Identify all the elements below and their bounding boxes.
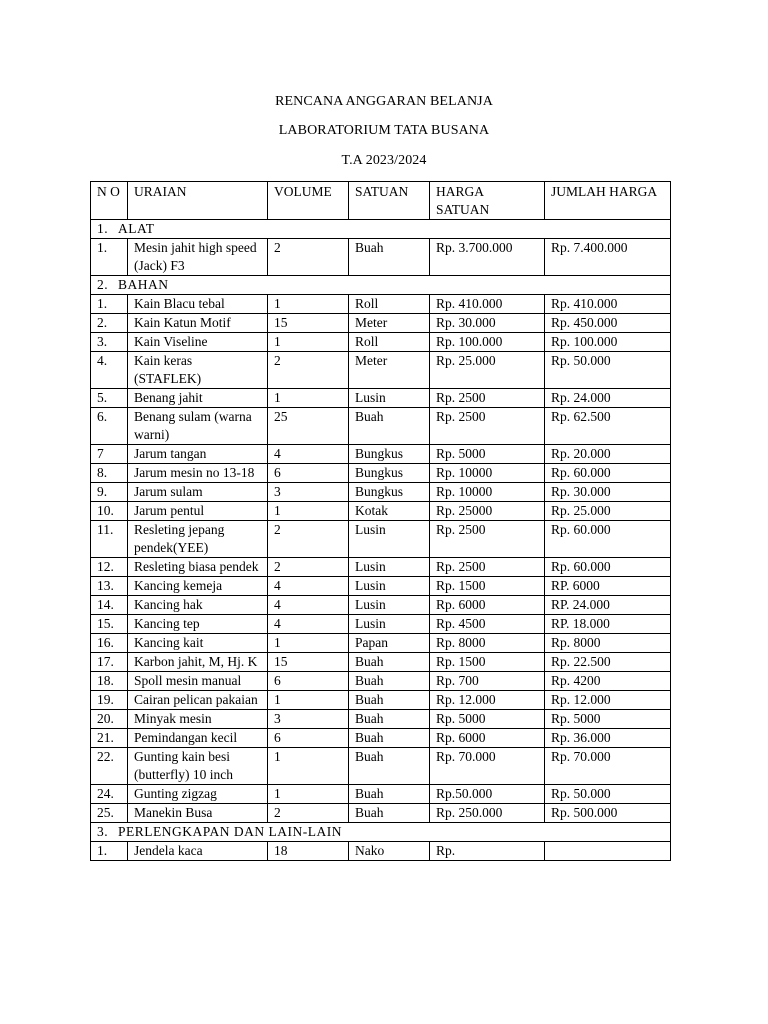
- cell-jumlah-harga: Rp. 50.000: [545, 352, 671, 389]
- cell-no: 24.: [91, 785, 128, 804]
- cell-volume: 6: [268, 672, 349, 691]
- table-row: [91, 389, 671, 408]
- cell-volume: 3: [268, 710, 349, 729]
- cell-uraian: Karbon jahit, M, Hj. K: [128, 653, 268, 672]
- cell-jumlah-harga: Rp. 100.000: [545, 333, 671, 352]
- section-title: BAHAN: [118, 277, 169, 292]
- cell-satuan: Bungkus: [349, 483, 430, 502]
- cell-uraian: Cairan pelican pakaian: [128, 691, 268, 710]
- cell-satuan: Roll: [349, 295, 430, 314]
- cell-harga-satuan: Rp. 10000: [430, 483, 545, 502]
- cell-jumlah-harga: Rp. 70.000: [545, 748, 671, 785]
- cell-volume: 4: [268, 445, 349, 464]
- table-row: [91, 596, 671, 615]
- section-number: 3.: [97, 824, 109, 839]
- cell-harga-satuan: Rp. 12.000: [430, 691, 545, 710]
- cell-harga-satuan: Rp.50.000: [430, 785, 545, 804]
- cell-satuan: Lusin: [349, 389, 430, 408]
- cell-uraian: Jarum sulam: [128, 483, 268, 502]
- section-heading: [91, 220, 671, 239]
- cell-uraian: Pemindangan kecil: [128, 729, 268, 748]
- cell-volume: 1: [268, 785, 349, 804]
- column-header-satuan: SATUAN: [349, 182, 430, 220]
- cell-harga-satuan: Rp.: [430, 842, 545, 861]
- cell-jumlah-harga: Rp. 7.400.000: [545, 239, 671, 276]
- cell-jumlah-harga: Rp. 22.500: [545, 653, 671, 672]
- column-header-volume: VOLUME: [268, 182, 349, 220]
- table-row: [91, 445, 671, 464]
- cell-volume: 6: [268, 464, 349, 483]
- section-title: ALAT: [118, 221, 155, 236]
- cell-satuan: Bungkus: [349, 445, 430, 464]
- cell-volume: 3: [268, 483, 349, 502]
- document-title: RENCANA ANGGARAN BELANJA: [275, 94, 493, 109]
- cell-uraian: Resleting biasa pendek: [128, 558, 268, 577]
- cell-volume: 15: [268, 653, 349, 672]
- cell-uraian: Gunting zigzag: [128, 785, 268, 804]
- cell-jumlah-harga: Rp. 62.500: [545, 408, 671, 445]
- cell-jumlah-harga: Rp. 60.000: [545, 464, 671, 483]
- cell-harga-satuan: Rp. 1500: [430, 577, 545, 596]
- cell-no: 11.: [91, 521, 128, 558]
- table-row: [91, 333, 671, 352]
- table-row: [91, 804, 671, 823]
- cell-jumlah-harga: Rp. 12.000: [545, 691, 671, 710]
- cell-satuan: Roll: [349, 333, 430, 352]
- cell-satuan: Bungkus: [349, 464, 430, 483]
- cell-uraian: Benang sulam (warna warni): [128, 408, 268, 445]
- column-header-uraian: URAIAN: [128, 182, 268, 220]
- cell-no: 21.: [91, 729, 128, 748]
- cell-harga-satuan: Rp. 8000: [430, 634, 545, 653]
- cell-satuan: Buah: [349, 653, 430, 672]
- cell-volume: 1: [268, 389, 349, 408]
- table-row: [91, 521, 671, 558]
- cell-satuan: Buah: [349, 408, 430, 445]
- cell-no: 1.: [91, 842, 128, 861]
- cell-satuan: Lusin: [349, 577, 430, 596]
- cell-uraian: Minyak mesin: [128, 710, 268, 729]
- cell-satuan: Lusin: [349, 558, 430, 577]
- cell-jumlah-harga: RP. 18.000: [545, 615, 671, 634]
- cell-no: 22.: [91, 748, 128, 785]
- cell-uraian: Kancing kemeja: [128, 577, 268, 596]
- cell-no: 6.: [91, 408, 128, 445]
- cell-satuan: Nako: [349, 842, 430, 861]
- cell-jumlah-harga: Rp. 20.000: [545, 445, 671, 464]
- cell-uraian: Spoll mesin manual: [128, 672, 268, 691]
- cell-uraian: Jarum mesin no 13-18: [128, 464, 268, 483]
- section-title: PERLENGKAPAN DAN LAIN-LAIN: [118, 824, 342, 839]
- cell-no: 17.: [91, 653, 128, 672]
- section-number: 2.: [97, 277, 109, 292]
- cell-no: 19.: [91, 691, 128, 710]
- cell-volume: 1: [268, 502, 349, 521]
- cell-no: 15.: [91, 615, 128, 634]
- cell-jumlah-harga: Rp. 24.000: [545, 389, 671, 408]
- cell-harga-satuan: Rp. 5000: [430, 445, 545, 464]
- cell-jumlah-harga: Rp. 30.000: [545, 483, 671, 502]
- cell-volume: 18: [268, 842, 349, 861]
- cell-jumlah-harga: Rp. 25.000: [545, 502, 671, 521]
- cell-satuan: Meter: [349, 314, 430, 333]
- cell-no: 2.: [91, 314, 128, 333]
- cell-harga-satuan: Rp. 6000: [430, 729, 545, 748]
- table-row: [91, 352, 671, 389]
- cell-no: 25.: [91, 804, 128, 823]
- cell-uraian: Gunting kain besi (butterfly) 10 inch: [128, 748, 268, 785]
- cell-no: 4.: [91, 352, 128, 389]
- cell-no: 12.: [91, 558, 128, 577]
- cell-uraian: Resleting jepang pendek(YEE): [128, 521, 268, 558]
- cell-jumlah-harga: Rp. 5000: [545, 710, 671, 729]
- table-row: [91, 464, 671, 483]
- cell-uraian: Kain Katun Motif: [128, 314, 268, 333]
- cell-volume: 25: [268, 408, 349, 445]
- cell-no: 14.: [91, 596, 128, 615]
- cell-volume: 4: [268, 615, 349, 634]
- table-row: [91, 842, 671, 861]
- table-row: [91, 558, 671, 577]
- cell-jumlah-harga: Rp. 60.000: [545, 558, 671, 577]
- cell-volume: 2: [268, 558, 349, 577]
- cell-no: 10.: [91, 502, 128, 521]
- cell-no: 5.: [91, 389, 128, 408]
- cell-satuan: Buah: [349, 239, 430, 276]
- cell-volume: 6: [268, 729, 349, 748]
- cell-harga-satuan: Rp. 2500: [430, 389, 545, 408]
- section-heading: [91, 276, 671, 295]
- cell-uraian: Mesin jahit high speed (Jack) F3: [128, 239, 268, 276]
- cell-no: 18.: [91, 672, 128, 691]
- cell-uraian: Jarum tangan: [128, 445, 268, 464]
- cell-no: 3.: [91, 333, 128, 352]
- cell-jumlah-harga: Rp. 36.000: [545, 729, 671, 748]
- cell-volume: 1: [268, 748, 349, 785]
- section-number: 1.: [97, 221, 109, 236]
- cell-no: 13.: [91, 577, 128, 596]
- cell-uraian: Kain Viseline: [128, 333, 268, 352]
- cell-volume: 1: [268, 295, 349, 314]
- table-row: [91, 634, 671, 653]
- cell-volume: 2: [268, 521, 349, 558]
- cell-harga-satuan: Rp. 410.000: [430, 295, 545, 314]
- cell-uraian: Kancing tep: [128, 615, 268, 634]
- cell-jumlah-harga: Rp. 8000: [545, 634, 671, 653]
- table-row: [91, 691, 671, 710]
- cell-harga-satuan: Rp. 70.000: [430, 748, 545, 785]
- table-row: [91, 408, 671, 445]
- cell-harga-satuan: Rp. 30.000: [430, 314, 545, 333]
- cell-harga-satuan: Rp. 2500: [430, 408, 545, 445]
- table-row: [91, 577, 671, 596]
- cell-harga-satuan: Rp. 1500: [430, 653, 545, 672]
- fiscal-year: T.A 2023/2024: [341, 153, 427, 168]
- budget-table: [90, 181, 671, 861]
- table-header-row: [91, 182, 671, 220]
- table-row: [91, 615, 671, 634]
- cell-satuan: Buah: [349, 729, 430, 748]
- cell-harga-satuan: Rp. 2500: [430, 521, 545, 558]
- cell-harga-satuan: Rp. 4500: [430, 615, 545, 634]
- cell-no: 7: [91, 445, 128, 464]
- cell-satuan: Papan: [349, 634, 430, 653]
- cell-jumlah-harga: Rp. 410.000: [545, 295, 671, 314]
- cell-satuan: Buah: [349, 748, 430, 785]
- cell-no: 8.: [91, 464, 128, 483]
- cell-jumlah-harga: Rp. 50.000: [545, 785, 671, 804]
- cell-uraian: Manekin Busa: [128, 804, 268, 823]
- cell-harga-satuan: Rp. 100.000: [430, 333, 545, 352]
- table-row: [91, 239, 671, 276]
- cell-volume: 4: [268, 596, 349, 615]
- table-row: [91, 785, 671, 804]
- cell-harga-satuan: Rp. 25000: [430, 502, 545, 521]
- cell-satuan: Buah: [349, 785, 430, 804]
- cell-volume: 1: [268, 634, 349, 653]
- cell-jumlah-harga: RP. 6000: [545, 577, 671, 596]
- table-body: [91, 220, 671, 861]
- cell-uraian: Kancing hak: [128, 596, 268, 615]
- cell-volume: 1: [268, 333, 349, 352]
- cell-jumlah-harga: RP. 24.000: [545, 596, 671, 615]
- cell-uraian: Kain Blacu tebal: [128, 295, 268, 314]
- cell-volume: 15: [268, 314, 349, 333]
- table-row: [91, 314, 671, 333]
- cell-uraian: Jendela kaca: [128, 842, 268, 861]
- section-row: [91, 276, 671, 295]
- cell-harga-satuan: Rp. 3.700.000: [430, 239, 545, 276]
- cell-satuan: Buah: [349, 672, 430, 691]
- table-row: [91, 672, 671, 691]
- table-row: [91, 483, 671, 502]
- column-header-harga-satuan: HARGA SATUAN: [430, 182, 545, 220]
- cell-volume: 2: [268, 352, 349, 389]
- cell-no: 9.: [91, 483, 128, 502]
- cell-no: 16.: [91, 634, 128, 653]
- cell-uraian: Kain keras (STAFLEK): [128, 352, 268, 389]
- cell-jumlah-harga: Rp. 500.000: [545, 804, 671, 823]
- cell-harga-satuan: Rp. 10000: [430, 464, 545, 483]
- cell-volume: 4: [268, 577, 349, 596]
- cell-satuan: Lusin: [349, 521, 430, 558]
- cell-satuan: Buah: [349, 691, 430, 710]
- cell-harga-satuan: Rp. 25.000: [430, 352, 545, 389]
- cell-jumlah-harga: Rp. 4200: [545, 672, 671, 691]
- section-heading: [91, 823, 671, 842]
- table-row: [91, 748, 671, 785]
- cell-harga-satuan: Rp. 5000: [430, 710, 545, 729]
- cell-no: 20.: [91, 710, 128, 729]
- cell-satuan: Buah: [349, 710, 430, 729]
- cell-jumlah-harga: Rp. 60.000: [545, 521, 671, 558]
- column-header-no: N O: [91, 182, 128, 220]
- table-row: [91, 710, 671, 729]
- cell-satuan: Buah: [349, 804, 430, 823]
- cell-satuan: Kotak: [349, 502, 430, 521]
- cell-uraian: Jarum pentul: [128, 502, 268, 521]
- column-header-jumlah-harga: JUMLAH HARGA: [545, 182, 671, 220]
- table-row: [91, 653, 671, 672]
- cell-no: 1.: [91, 295, 128, 314]
- table-row: [91, 729, 671, 748]
- section-row: [91, 823, 671, 842]
- cell-jumlah-harga: [545, 842, 671, 861]
- cell-volume: 1: [268, 691, 349, 710]
- cell-harga-satuan: Rp. 6000: [430, 596, 545, 615]
- cell-harga-satuan: Rp. 250.000: [430, 804, 545, 823]
- cell-volume: 2: [268, 804, 349, 823]
- cell-satuan: Lusin: [349, 596, 430, 615]
- cell-harga-satuan: Rp. 2500: [430, 558, 545, 577]
- table-row: [91, 502, 671, 521]
- document-subtitle: LABORATORIUM TATA BUSANA: [278, 123, 490, 138]
- cell-no: 1.: [91, 239, 128, 276]
- section-row: [91, 220, 671, 239]
- cell-satuan: Lusin: [349, 615, 430, 634]
- cell-jumlah-harga: Rp. 450.000: [545, 314, 671, 333]
- cell-uraian: Benang jahit: [128, 389, 268, 408]
- cell-satuan: Meter: [349, 352, 430, 389]
- cell-uraian: Kancing kait: [128, 634, 268, 653]
- table-row: [91, 295, 671, 314]
- cell-volume: 2: [268, 239, 349, 276]
- cell-harga-satuan: Rp. 700: [430, 672, 545, 691]
